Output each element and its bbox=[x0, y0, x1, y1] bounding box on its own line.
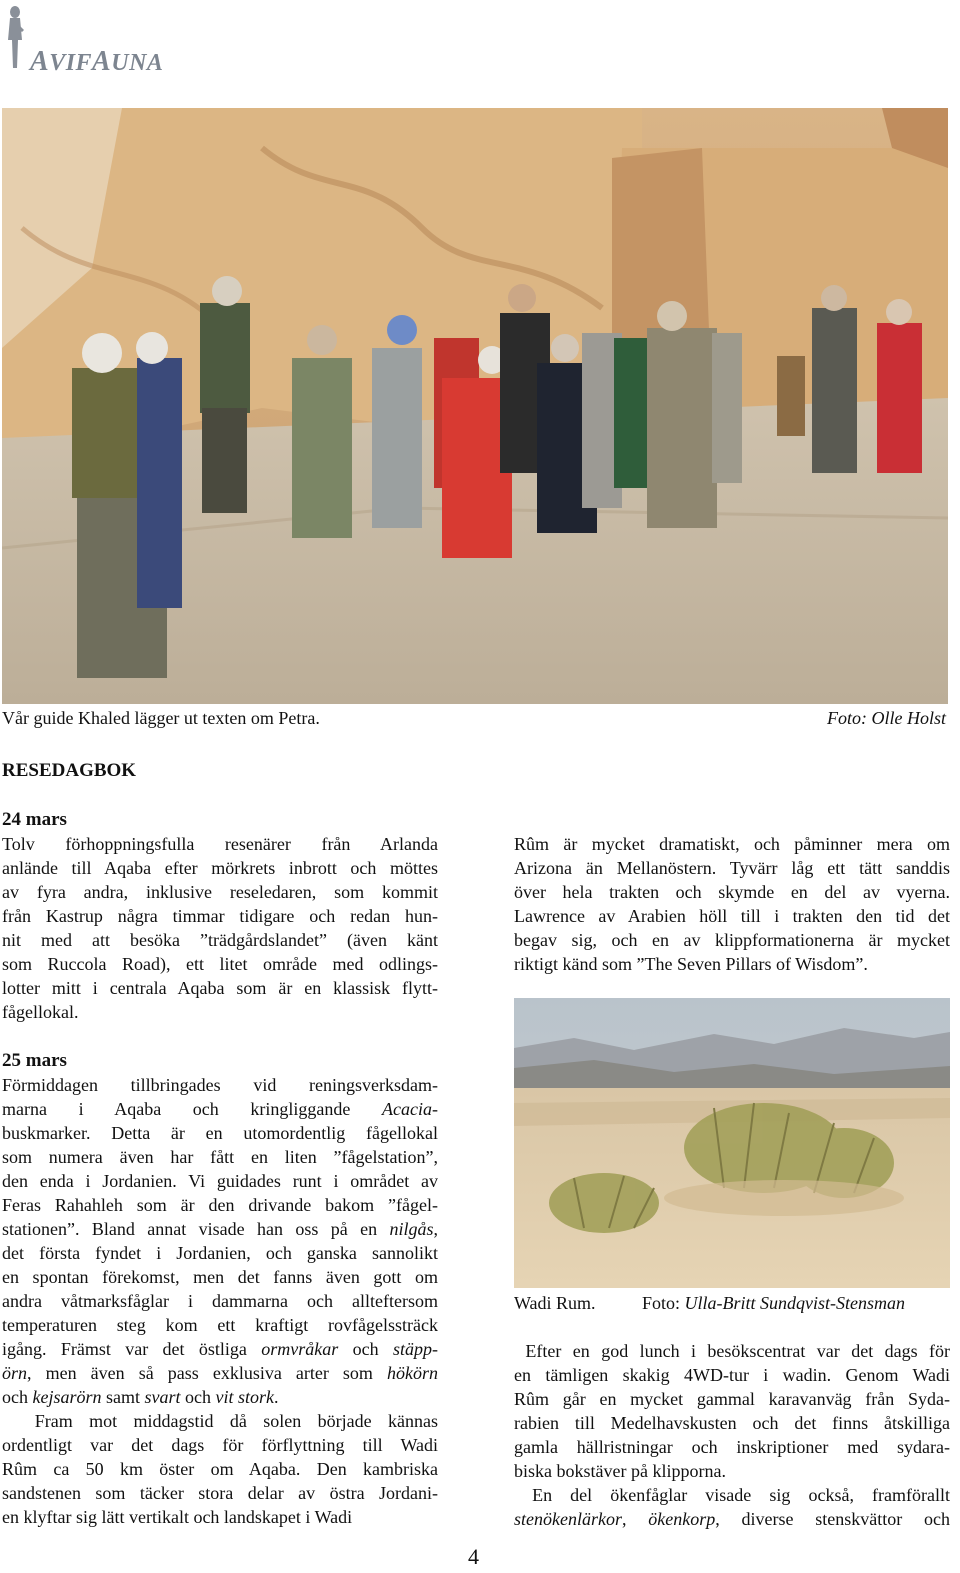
day2-line: buskmarker. Detta är en utomordentlig fågellokal bbox=[2, 1123, 438, 1143]
day2-line: Fram mot middagstid då solen började kännas bbox=[2, 1411, 438, 1431]
day2-line: en spontan förekomst, men det fanns även gott om bbox=[2, 1267, 438, 1287]
right-bottom-line: rabien till Medelhavskusten och det finns åtskilliga bbox=[514, 1413, 950, 1433]
day1-line: fågellokal. bbox=[2, 1002, 79, 1022]
main-photo-credit: Foto: Olle Holst bbox=[827, 708, 946, 728]
article-title: RESEDAGBOK bbox=[2, 760, 137, 781]
day1-line: lotter mitt i centrala Aqaba som är en klassisk flytt- bbox=[2, 978, 438, 998]
right-bottom-line: biska bokstäver på klipporna. bbox=[514, 1461, 726, 1481]
day1-line: anlände till Aqaba efter mörkrets inbrott och möttes bbox=[2, 858, 438, 878]
right-top-line: begav sig, och en av klippformationerna är mycket bbox=[514, 930, 950, 950]
day2-line: det första fyndet i Jordanien, och ganska sannolikt bbox=[2, 1243, 438, 1263]
right-top-line: Rûm är mycket dramatiskt, och påminner mera om bbox=[514, 834, 950, 854]
right-bottom-line: Efter en god lunch i besökscentrat var det dags för bbox=[514, 1341, 950, 1361]
day2-line: örn, men även så pass exklusiva arter som hökörn bbox=[2, 1363, 438, 1383]
day2-line: marna i Aqaba och kringliggande Acacia- bbox=[2, 1099, 438, 1119]
right-bottom-line: En del ökenfåglar visade sig också, framförallt bbox=[514, 1485, 950, 1505]
day1-line: från Kastrup några timmar tidigare och redan hun- bbox=[2, 906, 438, 926]
day2-line: och kejsarörn samt svart och vit stork. bbox=[2, 1387, 279, 1407]
main-photo-caption: Vår guide Khaled lägger ut texten om Petra. bbox=[2, 708, 320, 728]
day2-line: sandstenen som täcker stora delar av östra Jordani- bbox=[2, 1483, 438, 1503]
day2-line: som numera även har fått en liten ”fågelstation”, bbox=[2, 1147, 438, 1167]
day2-heading: 25 mars bbox=[2, 1050, 67, 1071]
day2-line: Feras Rahahleh som är den drivande bakom ”fågel- bbox=[2, 1195, 438, 1215]
logo-figure-icon bbox=[4, 4, 26, 72]
day2-line: Förmiddagen tillbringades vid reningsverksdam- bbox=[2, 1075, 438, 1095]
wadi-photo-credit: Foto: Ulla-Britt Sundqvist-Stensman bbox=[642, 1293, 905, 1313]
petra-group-photo bbox=[2, 108, 948, 704]
wadi-rum-photo bbox=[514, 998, 950, 1288]
right-bottom-line: stenökenlärkor, ökenkorp, diverse stenskvättor och bbox=[514, 1509, 951, 1529]
day1-heading: 24 mars bbox=[2, 809, 67, 830]
day1-line: Tolv förhoppningsfulla resenärer från Arlanda bbox=[2, 834, 438, 854]
day1-line: nit med att besöka ”trädgårdslandet” (även känt bbox=[2, 930, 438, 950]
day2-line: andra våtmarksfåglar i dammarna och allteftersom bbox=[2, 1291, 438, 1311]
logo-wordmark: AVIFAUNA bbox=[30, 46, 164, 77]
right-top-line: Lawrence av Arabien höll till i trakten den tid det bbox=[514, 906, 950, 926]
right-bottom-line: Rûm går en mycket gammal karavanväg från Syda- bbox=[514, 1389, 950, 1409]
wadi-photo-caption: Wadi Rum. bbox=[514, 1293, 596, 1313]
right-bottom-line: en tämligen skakig 4WD-tur i wadin. Genom Wadi bbox=[514, 1365, 950, 1385]
page-number: 4 bbox=[468, 1544, 479, 1569]
right-top-line: Arizona än Mellanöstern. Tyvärr låg ett tätt sanddis bbox=[514, 858, 950, 878]
day1-line: av fyra andra, inklusive reseledaren, som kommit bbox=[2, 882, 438, 902]
day2-line: en klyftar sig lätt vertikalt och landskapet i Wadi bbox=[2, 1507, 353, 1527]
day2-line: temperaturen steg kom ett kraftigt rovfågelssträck bbox=[2, 1315, 438, 1335]
day2-line: ordentligt var det dags för förflyttning till Wadi bbox=[2, 1435, 438, 1455]
day2-line: igång. Främst var det östliga ormvråkar och stäpp- bbox=[2, 1339, 438, 1359]
day1-line: som Ruccola Road), ett litet område med odlings- bbox=[2, 954, 438, 974]
day2-line: Rûm ca 50 km öster om Aqaba. Den kambriska bbox=[2, 1459, 438, 1479]
day2-line: den enda i Jordanien. Vi guidades runt i området av bbox=[2, 1171, 438, 1191]
day2-line: stationen”. Bland annat visade han oss på en nilgås, bbox=[2, 1219, 438, 1239]
right-bottom-line: gamla hällristningar och inskriptioner med sydara- bbox=[514, 1437, 950, 1457]
right-top-line: riktigt känd som ”The Seven Pillars of Wisdom”. bbox=[514, 954, 868, 974]
right-top-line: över hela trakten och skymde en del av vyerna. bbox=[514, 882, 950, 902]
